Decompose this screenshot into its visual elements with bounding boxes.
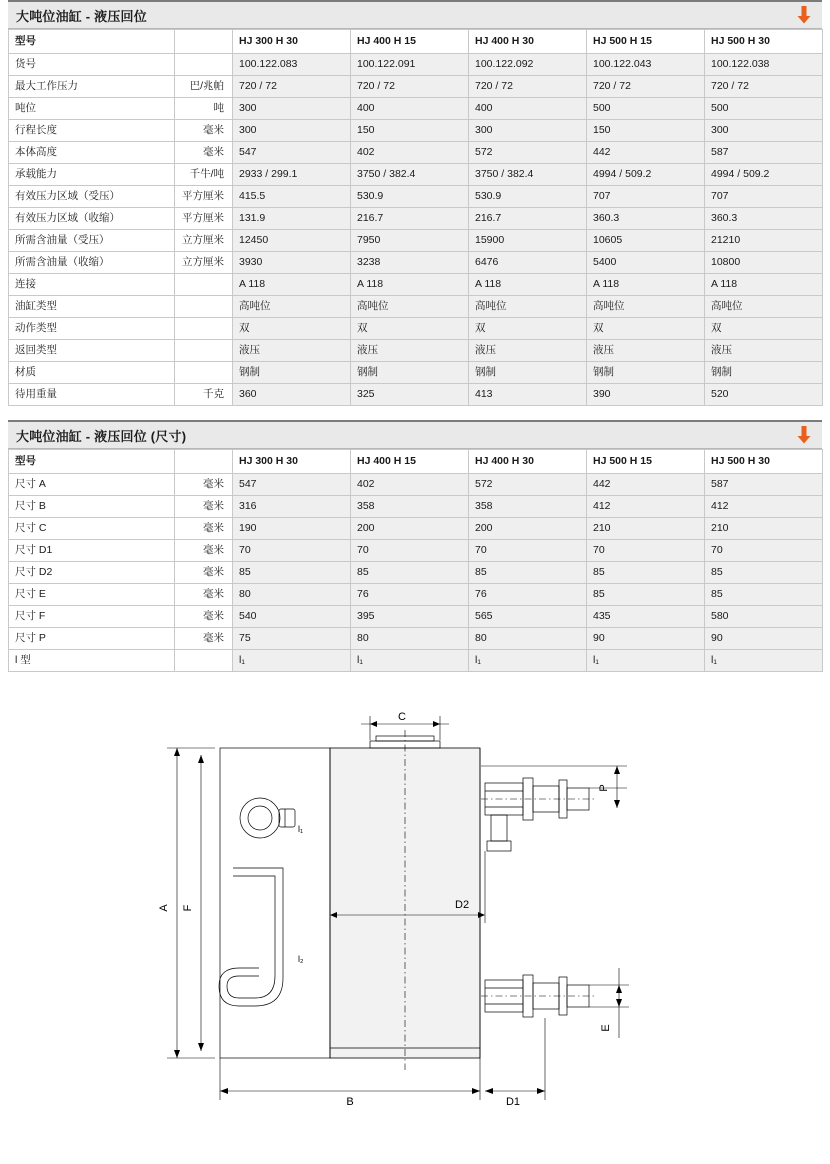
row-label: 连接 <box>9 274 175 296</box>
column-header-model-4: HJ 500 H 15 <box>587 30 705 54</box>
table-row <box>9 186 823 208</box>
cell-value: 442 <box>587 474 705 496</box>
row-unit: 立方厘米 <box>175 252 233 274</box>
cell-value: 580 <box>705 606 823 628</box>
block-title: 大吨位油缸 - 液压回位 (尺寸) <box>16 428 187 444</box>
cell-value: 300 <box>705 120 823 142</box>
cell-value: 400 <box>351 98 469 120</box>
row-label: 承载能力 <box>9 164 175 186</box>
column-header-model-4: HJ 500 H 15 <box>587 450 705 474</box>
row-unit: 平方厘米 <box>175 208 233 230</box>
cell-value: 3930 <box>233 252 351 274</box>
row-label: 待用重量 <box>9 384 175 406</box>
row-unit: 平方厘米 <box>175 186 233 208</box>
cell-value: 720 / 72 <box>587 76 705 98</box>
cell-value: 216.7 <box>351 208 469 230</box>
table-row <box>9 274 823 296</box>
table-row <box>9 650 823 672</box>
table-row <box>9 120 823 142</box>
cell-value: 540 <box>233 606 351 628</box>
cell-value: 707 <box>587 186 705 208</box>
row-unit: 毫米 <box>175 628 233 650</box>
row-unit: 吨 <box>175 98 233 120</box>
table-row <box>9 606 823 628</box>
cell-value: 360 <box>233 384 351 406</box>
cell-value: 200 <box>351 518 469 540</box>
cell-value: 液压 <box>469 340 587 362</box>
cell-value: 钢制 <box>705 362 823 384</box>
cell-value: 双 <box>351 318 469 340</box>
row-unit <box>175 340 233 362</box>
cell-value: 572 <box>469 474 587 496</box>
cell-value: 587 <box>705 474 823 496</box>
cell-value: 547 <box>233 142 351 164</box>
row-unit <box>175 650 233 672</box>
cell-value: 7950 <box>351 230 469 252</box>
label-D1: D1 <box>505 1096 521 1108</box>
row-label: 尺寸 C <box>9 518 175 540</box>
cell-value: 131.9 <box>233 208 351 230</box>
cell-value: 85 <box>587 562 705 584</box>
row-unit: 巴/兆帕 <box>175 76 233 98</box>
table-row <box>9 540 823 562</box>
cell-value: 360.3 <box>587 208 705 230</box>
table-row <box>9 54 823 76</box>
cell-value: 300 <box>233 98 351 120</box>
cell-value: 587 <box>705 142 823 164</box>
cell-value: 75 <box>233 628 351 650</box>
row-label: 本体高度 <box>9 142 175 164</box>
cell-value: A 118 <box>587 274 705 296</box>
cell-value: 402 <box>351 142 469 164</box>
cell-value: 316 <box>233 496 351 518</box>
cell-value: 5400 <box>587 252 705 274</box>
row-unit <box>175 296 233 318</box>
cell-value: 高吨位 <box>351 296 469 318</box>
cell-value: 10605 <box>587 230 705 252</box>
cell-value: A 118 <box>233 274 351 296</box>
cell-value: 442 <box>587 142 705 164</box>
label-D2: D2 <box>455 899 470 911</box>
cell-value: 358 <box>469 496 587 518</box>
technical-drawing <box>8 708 822 1108</box>
row-label: 尺寸 E <box>9 584 175 606</box>
row-unit <box>175 362 233 384</box>
row-label: 尺寸 A <box>9 474 175 496</box>
row-label: 尺寸 P <box>9 628 175 650</box>
table-row <box>9 208 823 230</box>
label-C: C <box>398 711 406 723</box>
cell-value: 液压 <box>705 340 823 362</box>
row-label: 尺寸 B <box>9 496 175 518</box>
row-label: 材质 <box>9 362 175 384</box>
cylinder-drawing-svg <box>155 708 675 1108</box>
row-unit <box>175 318 233 340</box>
block-title-bar <box>8 0 822 29</box>
cell-value: 402 <box>351 474 469 496</box>
cell-value: l₁ <box>705 650 823 672</box>
cell-value: 76 <box>351 584 469 606</box>
column-header-unit <box>175 30 233 54</box>
table-row <box>9 474 823 496</box>
arrow-down-icon[interactable] <box>796 426 812 444</box>
cell-value: A 118 <box>351 274 469 296</box>
cell-value: 液压 <box>233 340 351 362</box>
cell-value: 210 <box>705 518 823 540</box>
row-unit <box>175 54 233 76</box>
cell-value: 547 <box>233 474 351 496</box>
column-header-model-3: HJ 400 H 30 <box>469 30 587 54</box>
cell-value: 21210 <box>705 230 823 252</box>
column-header-model-2: HJ 400 H 15 <box>351 30 469 54</box>
cell-value: 413 <box>469 384 587 406</box>
table-row <box>9 362 823 384</box>
row-label: 有效压力区域（收缩） <box>9 208 175 230</box>
cell-value: 720 / 72 <box>233 76 351 98</box>
cell-value: 415.5 <box>233 186 351 208</box>
cell-value: 707 <box>705 186 823 208</box>
table-row <box>9 628 823 650</box>
row-label: 尺寸 D1 <box>9 540 175 562</box>
spec-block-dimensions <box>8 420 822 672</box>
cell-value: 钢制 <box>233 362 351 384</box>
row-unit: 千克 <box>175 384 233 406</box>
cell-value: 液压 <box>587 340 705 362</box>
cell-value: 360.3 <box>705 208 823 230</box>
row-label: 所需含油量（受压） <box>9 230 175 252</box>
cell-value: 双 <box>469 318 587 340</box>
cell-value: 2933 / 299.1 <box>233 164 351 186</box>
cell-value: 520 <box>705 384 823 406</box>
row-unit <box>175 274 233 296</box>
table-row <box>9 496 823 518</box>
cell-value: 4994 / 509.2 <box>705 164 823 186</box>
cell-value: 双 <box>705 318 823 340</box>
column-header-unit <box>175 450 233 474</box>
cell-value: 412 <box>705 496 823 518</box>
cell-value: 150 <box>351 120 469 142</box>
cell-value: 300 <box>233 120 351 142</box>
cell-value: 80 <box>233 584 351 606</box>
column-header-label: 型号 <box>9 450 175 474</box>
row-unit: 毫米 <box>175 120 233 142</box>
row-label: 所需含油量（收缩） <box>9 252 175 274</box>
cell-value: 720 / 72 <box>705 76 823 98</box>
table-row <box>9 340 823 362</box>
cell-value: 190 <box>233 518 351 540</box>
row-label: 最大工作压力 <box>9 76 175 98</box>
label-F: F <box>182 904 194 912</box>
table-header-row <box>9 450 823 474</box>
cell-value: 90 <box>587 628 705 650</box>
cell-value: 325 <box>351 384 469 406</box>
cell-value: 70 <box>469 540 587 562</box>
label-P: P <box>598 784 610 792</box>
cell-value: 76 <box>469 584 587 606</box>
cell-value: 90 <box>705 628 823 650</box>
column-header-model-5: HJ 500 H 30 <box>705 450 823 474</box>
row-unit: 毫米 <box>175 496 233 518</box>
arrow-down-icon[interactable] <box>796 6 812 24</box>
cell-value: 500 <box>705 98 823 120</box>
cell-value: 钢制 <box>469 362 587 384</box>
block-title: 大吨位油缸 - 液压回位 <box>16 8 147 24</box>
table-row <box>9 98 823 120</box>
table-row <box>9 318 823 340</box>
cell-value: 高吨位 <box>587 296 705 318</box>
table-row <box>9 384 823 406</box>
table-header-row <box>9 30 823 54</box>
row-unit: 毫米 <box>175 584 233 606</box>
cell-value: 10800 <box>705 252 823 274</box>
cell-value: A 118 <box>705 274 823 296</box>
cell-value: 双 <box>587 318 705 340</box>
cell-value: 80 <box>469 628 587 650</box>
cell-value: 500 <box>587 98 705 120</box>
cell-value: 6476 <box>469 252 587 274</box>
cell-value: 80 <box>351 628 469 650</box>
spec-block-main <box>8 0 822 406</box>
cell-value: 390 <box>587 384 705 406</box>
row-unit: 立方厘米 <box>175 230 233 252</box>
row-label: l 型 <box>9 650 175 672</box>
cell-value: 85 <box>469 562 587 584</box>
cell-value: 100.122.091 <box>351 54 469 76</box>
cell-value: 4994 / 509.2 <box>587 164 705 186</box>
cell-value: 400 <box>469 98 587 120</box>
cell-value: 70 <box>351 540 469 562</box>
cell-value: 100.122.043 <box>587 54 705 76</box>
column-header-model-1: HJ 300 H 30 <box>233 450 351 474</box>
table-row <box>9 562 823 584</box>
row-label: 尺寸 D2 <box>9 562 175 584</box>
cell-value: 412 <box>587 496 705 518</box>
cell-value: 200 <box>469 518 587 540</box>
table-row <box>9 142 823 164</box>
cell-value: 572 <box>469 142 587 164</box>
cell-value: 216.7 <box>469 208 587 230</box>
cell-value: 85 <box>705 562 823 584</box>
cell-value: 85 <box>351 562 469 584</box>
label-l1: l₁ <box>298 824 304 834</box>
column-header-model-5: HJ 500 H 30 <box>705 30 823 54</box>
cell-value: 565 <box>469 606 587 628</box>
table-row <box>9 252 823 274</box>
row-label: 返回类型 <box>9 340 175 362</box>
cell-value: 液压 <box>351 340 469 362</box>
cell-value: l₁ <box>351 650 469 672</box>
cell-value: 3750 / 382.4 <box>351 164 469 186</box>
spec-table-main <box>8 29 823 406</box>
block-title-bar <box>8 420 822 449</box>
row-unit: 毫米 <box>175 142 233 164</box>
spec-table-dimensions <box>8 449 823 672</box>
cell-value: 300 <box>469 120 587 142</box>
label-A: A <box>158 904 170 912</box>
row-label: 油缸类型 <box>9 296 175 318</box>
cell-value: l₁ <box>587 650 705 672</box>
cell-value: 358 <box>351 496 469 518</box>
cell-value: 3750 / 382.4 <box>469 164 587 186</box>
cell-value: 720 / 72 <box>351 76 469 98</box>
cell-value: 70 <box>705 540 823 562</box>
cell-value: 85 <box>233 562 351 584</box>
row-unit: 毫米 <box>175 474 233 496</box>
cell-value: 530.9 <box>469 186 587 208</box>
column-header-model-3: HJ 400 H 30 <box>469 450 587 474</box>
cell-value: 钢制 <box>587 362 705 384</box>
row-label: 吨位 <box>9 98 175 120</box>
row-unit: 毫米 <box>175 606 233 628</box>
cell-value: 100.122.092 <box>469 54 587 76</box>
cell-value: 530.9 <box>351 186 469 208</box>
label-l2: l₂ <box>298 954 304 964</box>
row-label: 行程长度 <box>9 120 175 142</box>
table-row <box>9 230 823 252</box>
cell-value: 100.122.083 <box>233 54 351 76</box>
row-unit: 毫米 <box>175 540 233 562</box>
cell-value: 钢制 <box>351 362 469 384</box>
table-row <box>9 164 823 186</box>
row-unit: 千牛/吨 <box>175 164 233 186</box>
cell-value: 高吨位 <box>233 296 351 318</box>
row-label: 有效压力区域（受压） <box>9 186 175 208</box>
cell-value: 85 <box>587 584 705 606</box>
table-row <box>9 296 823 318</box>
cell-value: 85 <box>705 584 823 606</box>
table-row <box>9 76 823 98</box>
cell-value: 435 <box>587 606 705 628</box>
cell-value: l₁ <box>233 650 351 672</box>
cell-value: l₁ <box>469 650 587 672</box>
cell-value: 70 <box>233 540 351 562</box>
row-unit: 毫米 <box>175 562 233 584</box>
cell-value: 720 / 72 <box>469 76 587 98</box>
cell-value: 高吨位 <box>705 296 823 318</box>
cell-value: 70 <box>587 540 705 562</box>
column-header-model-2: HJ 400 H 15 <box>351 450 469 474</box>
table-row <box>9 518 823 540</box>
label-B: B <box>346 1096 354 1108</box>
cell-value: 高吨位 <box>469 296 587 318</box>
cell-value: 15900 <box>469 230 587 252</box>
column-header-model-1: HJ 300 H 30 <box>233 30 351 54</box>
row-label: 尺寸 F <box>9 606 175 628</box>
cell-value: 3238 <box>351 252 469 274</box>
cell-value: 210 <box>587 518 705 540</box>
row-label: 动作类型 <box>9 318 175 340</box>
row-label: 货号 <box>9 54 175 76</box>
cell-value: 150 <box>587 120 705 142</box>
cell-value: 双 <box>233 318 351 340</box>
cell-value: 12450 <box>233 230 351 252</box>
cell-value: 395 <box>351 606 469 628</box>
label-E: E <box>600 1024 612 1032</box>
cell-value: A 118 <box>469 274 587 296</box>
cell-value: 100.122.038 <box>705 54 823 76</box>
row-unit: 毫米 <box>175 518 233 540</box>
table-row <box>9 584 823 606</box>
column-header-label: 型号 <box>9 30 175 54</box>
